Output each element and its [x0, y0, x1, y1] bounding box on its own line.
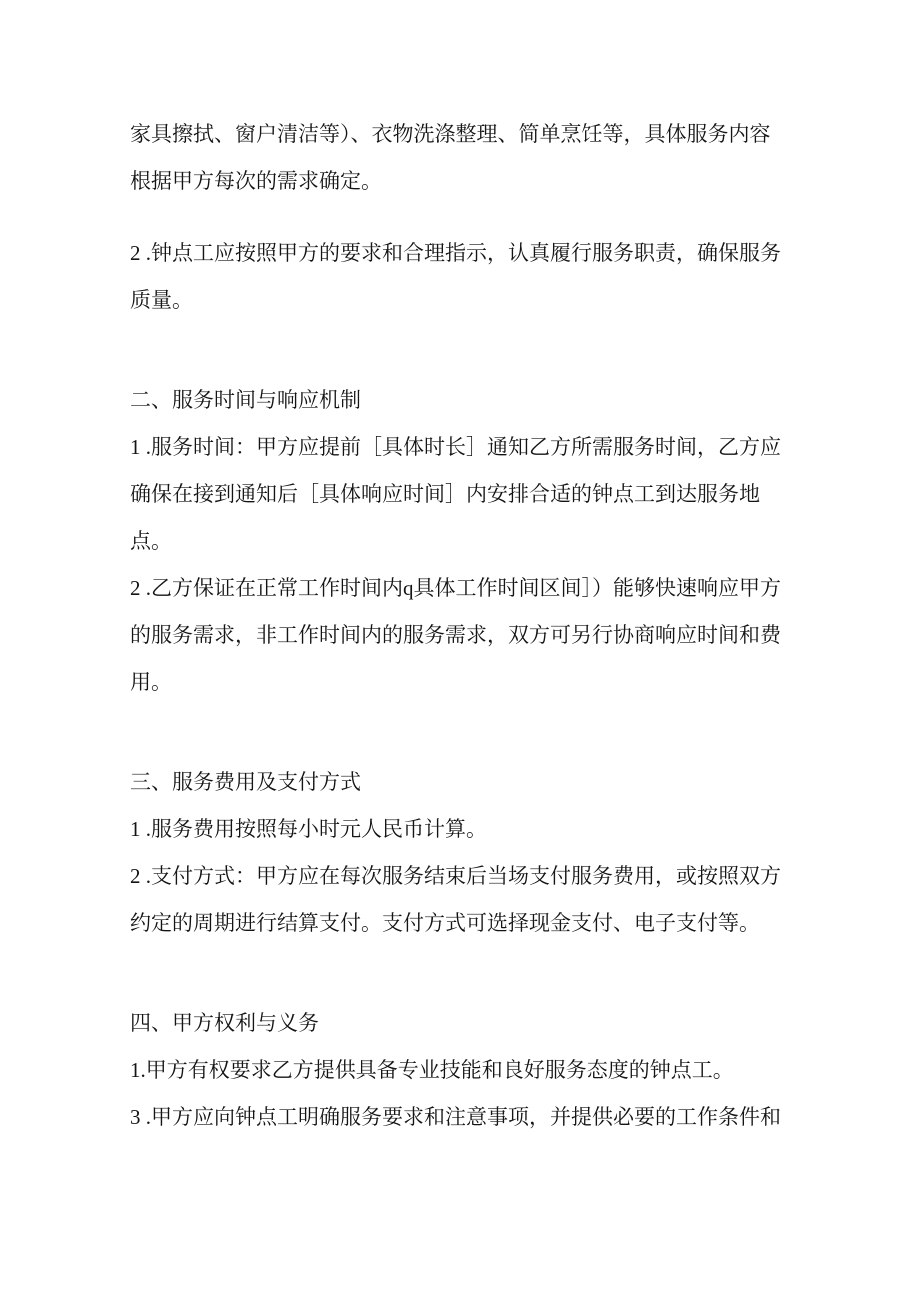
text-line: 1.甲方有权要求乙方提供具备专业技能和良好服务态度的钟点工。 [130, 1058, 734, 1082]
paragraph-response-guarantee [130, 565, 790, 706]
paragraph-service-content [130, 111, 790, 205]
paragraph-service-time [130, 424, 790, 565]
text-line: 2 .钟点工应按照甲方的要求和合理指示，认真履行服务职责，确保服务 [130, 241, 781, 265]
paragraph-worker-duty [130, 230, 790, 324]
heading-line: 二、服务时间与响应机制 [130, 388, 361, 412]
text-line: 家具擦拭、窗户清洁等）、衣物洗涤整理、简单烹饪等，具体服务内容 [130, 122, 771, 146]
paragraph-party-a-obligation [130, 1094, 790, 1141]
paragraph-payment-method [130, 853, 790, 947]
paragraph-party-a-right [130, 1047, 790, 1094]
text-line: 质量。 [130, 288, 193, 312]
paragraph-fee-calculation [130, 806, 790, 853]
text-line: 3 .甲方应向钟点工明确服务要求和注意事项，并提供必要的工作条件和 [130, 1105, 781, 1129]
section-heading-3 [130, 759, 790, 806]
text-line: 约定的周期进行结算支付。支付方式可选择现金支付、电子支付等。 [130, 911, 760, 935]
text-line: 2 .支付方式：甲方应在每次服务结束后当场支付服务费用，或按照双方 [130, 864, 781, 888]
text-line: 确保在接到通知后［具体响应时间］内安排合适的钟点工到达服务地 [130, 482, 760, 506]
text-line: 根据甲方每次的需求确定。 [130, 169, 382, 193]
text-line: 1 .服务费用按照每小时元人民币计算。 [130, 817, 487, 841]
section-heading-2 [130, 377, 790, 424]
text-line: 2 .乙方保证在正常工作时间内q具体工作时间区间］）能够快速响应甲方 [130, 576, 781, 600]
heading-line: 三、服务费用及支付方式 [130, 770, 361, 794]
text-line: 用。 [130, 670, 172, 694]
text-line: 的服务需求，非工作时间内的服务需求，双方可另行协商响应时间和费 [130, 623, 781, 647]
text-line: 1 .服务时间：甲方应提前［具体时长］通知乙方所需服务时间，乙方应 [130, 435, 781, 459]
heading-line: 四、甲方权利与义务 [130, 1011, 319, 1035]
section-heading-4 [130, 1000, 790, 1047]
text-line: 点。 [130, 529, 172, 553]
